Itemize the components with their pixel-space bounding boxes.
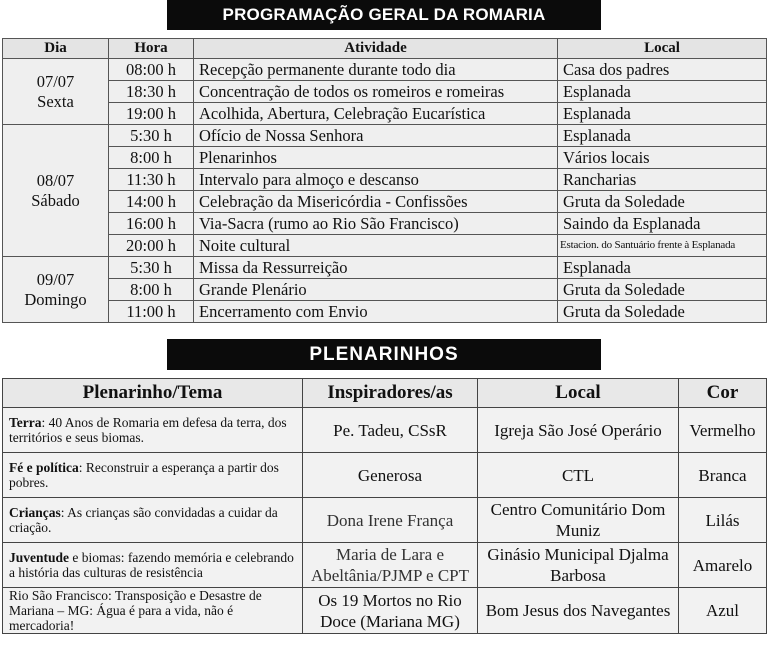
local-cell: Esplanada (558, 257, 767, 279)
local-cell: Esplanada (558, 103, 767, 125)
local-cell: Gruta da Soledade (558, 301, 767, 323)
tema-cell (3, 498, 303, 543)
atividade-cell: Encerramento com Envio (194, 301, 558, 323)
cor-cell: Vermelho (679, 408, 767, 453)
table-row (3, 125, 767, 147)
tema-cell (3, 408, 303, 453)
header-atividade: Atividade (194, 39, 558, 59)
local-cell: Rancharias (558, 169, 767, 191)
table-row (3, 588, 767, 634)
tema-name: Juventude (9, 550, 70, 565)
day-cell-domingo (3, 257, 109, 323)
table-row (3, 147, 767, 169)
day-date: 07/07 (36, 71, 75, 91)
tema-name: Terra (9, 415, 42, 430)
hora-cell: 11:00 h (109, 301, 194, 323)
local-cell: Esplanada (558, 125, 767, 147)
table-row (3, 169, 767, 191)
programacao-title-banner: PROGRAMAÇÃO GERAL DA ROMARIA (167, 0, 601, 30)
table-row (3, 81, 767, 103)
atividade-cell: Ofício de Nossa Senhora (194, 125, 558, 147)
hora-cell: 8:00 h (109, 279, 194, 301)
inspiradores-cell: Os 19 Mortos no Rio Doce (Mariana MG) (303, 588, 478, 634)
day-weekday: Sábado (31, 190, 80, 210)
atividade-cell: Celebração da Misericórdia - Confissões (194, 191, 558, 213)
hora-cell: 5:30 h (109, 257, 194, 279)
table-row (3, 213, 767, 235)
hora-cell: 18:30 h (109, 81, 194, 103)
table-row (3, 498, 767, 543)
inspiradores-cell: Generosa (303, 453, 478, 498)
local-cell: Centro Comunitário Dom Muniz (478, 498, 679, 543)
atividade-cell: Recepção permanente durante todo dia (194, 59, 558, 81)
day-cell-sabado (3, 125, 109, 257)
day-date: 08/07 (36, 170, 75, 190)
table-row (3, 279, 767, 301)
table-row (3, 543, 767, 588)
tema-name: Fé e política (9, 460, 79, 475)
cor-cell: Azul (679, 588, 767, 634)
local-cell: Ginásio Municipal Djalma Barbosa (478, 543, 679, 588)
day-weekday: Sexta (37, 91, 74, 111)
plenarinhos-header-row (3, 379, 767, 408)
tema-description: e biomas: fazendo memória e celebrando a história das culturas de resistência (9, 550, 294, 580)
day-weekday: Domingo (24, 289, 87, 309)
programacao-header-row (3, 39, 767, 59)
tema-cell (3, 543, 303, 588)
header-local: Local (558, 39, 767, 59)
atividade-cell: Via-Sacra (rumo ao Rio São Francisco) (194, 213, 558, 235)
table-row (3, 59, 767, 81)
header-local: Local (478, 379, 679, 408)
tema-description: Rio São Francisco: Transposição e Desastre de Mariana – MG: Água é para a vida, não é mercadoria! (9, 588, 262, 633)
local-cell: Vários locais (558, 147, 767, 169)
atividade-cell: Missa da Ressurreição (194, 257, 558, 279)
cor-cell: Amarelo (679, 543, 767, 588)
tema-cell (3, 588, 303, 634)
tema-description: : 40 Anos de Romaria em defesa da terra, dos territórios e seus biomas. (9, 415, 287, 445)
inspiradores-cell: Maria de Lara e Abeltânia/PJMP e CPT (303, 543, 478, 588)
atividade-cell: Acolhida, Abertura, Celebração Eucarística (194, 103, 558, 125)
cor-cell: Branca (679, 453, 767, 498)
header-dia: Dia (3, 39, 109, 59)
day-cell-sexta (3, 59, 109, 125)
hora-cell: 16:00 h (109, 213, 194, 235)
local-cell: Saindo da Esplanada (558, 213, 767, 235)
table-row (3, 453, 767, 498)
hora-cell: 11:30 h (109, 169, 194, 191)
header-hora: Hora (109, 39, 194, 59)
table-row (3, 301, 767, 323)
hora-cell: 14:00 h (109, 191, 194, 213)
hora-cell: 19:00 h (109, 103, 194, 125)
local-cell: Bom Jesus dos Navegantes (478, 588, 679, 634)
atividade-cell: Noite cultural (194, 235, 558, 257)
programacao-table (2, 38, 767, 323)
hora-cell: 20:00 h (109, 235, 194, 257)
header-inspiradores: Inspiradores/as (303, 379, 478, 408)
plenarinhos-table (2, 378, 767, 634)
plenarinhos-title-banner: PLENARINHOS (167, 339, 601, 370)
table-row (3, 408, 767, 453)
header-tema: Plenarinho/Tema (3, 379, 303, 408)
inspiradores-cell: Dona Irene França (303, 498, 478, 543)
table-row (3, 191, 767, 213)
local-cell: Esplanada (558, 81, 767, 103)
hora-cell: 08:00 h (109, 59, 194, 81)
atividade-cell: Intervalo para almoço e descanso (194, 169, 558, 191)
tema-name: Crianças (9, 505, 61, 520)
local-cell: CTL (478, 453, 679, 498)
local-cell: Igreja São José Operário (478, 408, 679, 453)
local-cell: Gruta da Soledade (558, 279, 767, 301)
hora-cell: 8:00 h (109, 147, 194, 169)
atividade-cell: Plenarinhos (194, 147, 558, 169)
tema-cell (3, 453, 303, 498)
local-cell: Estacion. do Santuário frente à Esplanada (558, 235, 767, 257)
hora-cell: 5:30 h (109, 125, 194, 147)
tema-description: : As crianças são convidadas a cuidar da criação. (9, 505, 278, 535)
table-row (3, 103, 767, 125)
table-row (3, 257, 767, 279)
day-date: 09/07 (36, 269, 75, 289)
atividade-cell: Concentração de todos os romeiros e romeiras (194, 81, 558, 103)
atividade-cell: Grande Plenário (194, 279, 558, 301)
local-cell: Gruta da Soledade (558, 191, 767, 213)
local-cell: Casa dos padres (558, 59, 767, 81)
header-cor: Cor (679, 379, 767, 408)
tema-description: : Reconstruir a esperança a partir dos pobres. (9, 460, 279, 490)
inspiradores-cell: Pe. Tadeu, CSsR (303, 408, 478, 453)
table-row (3, 235, 767, 257)
cor-cell: Lilás (679, 498, 767, 543)
